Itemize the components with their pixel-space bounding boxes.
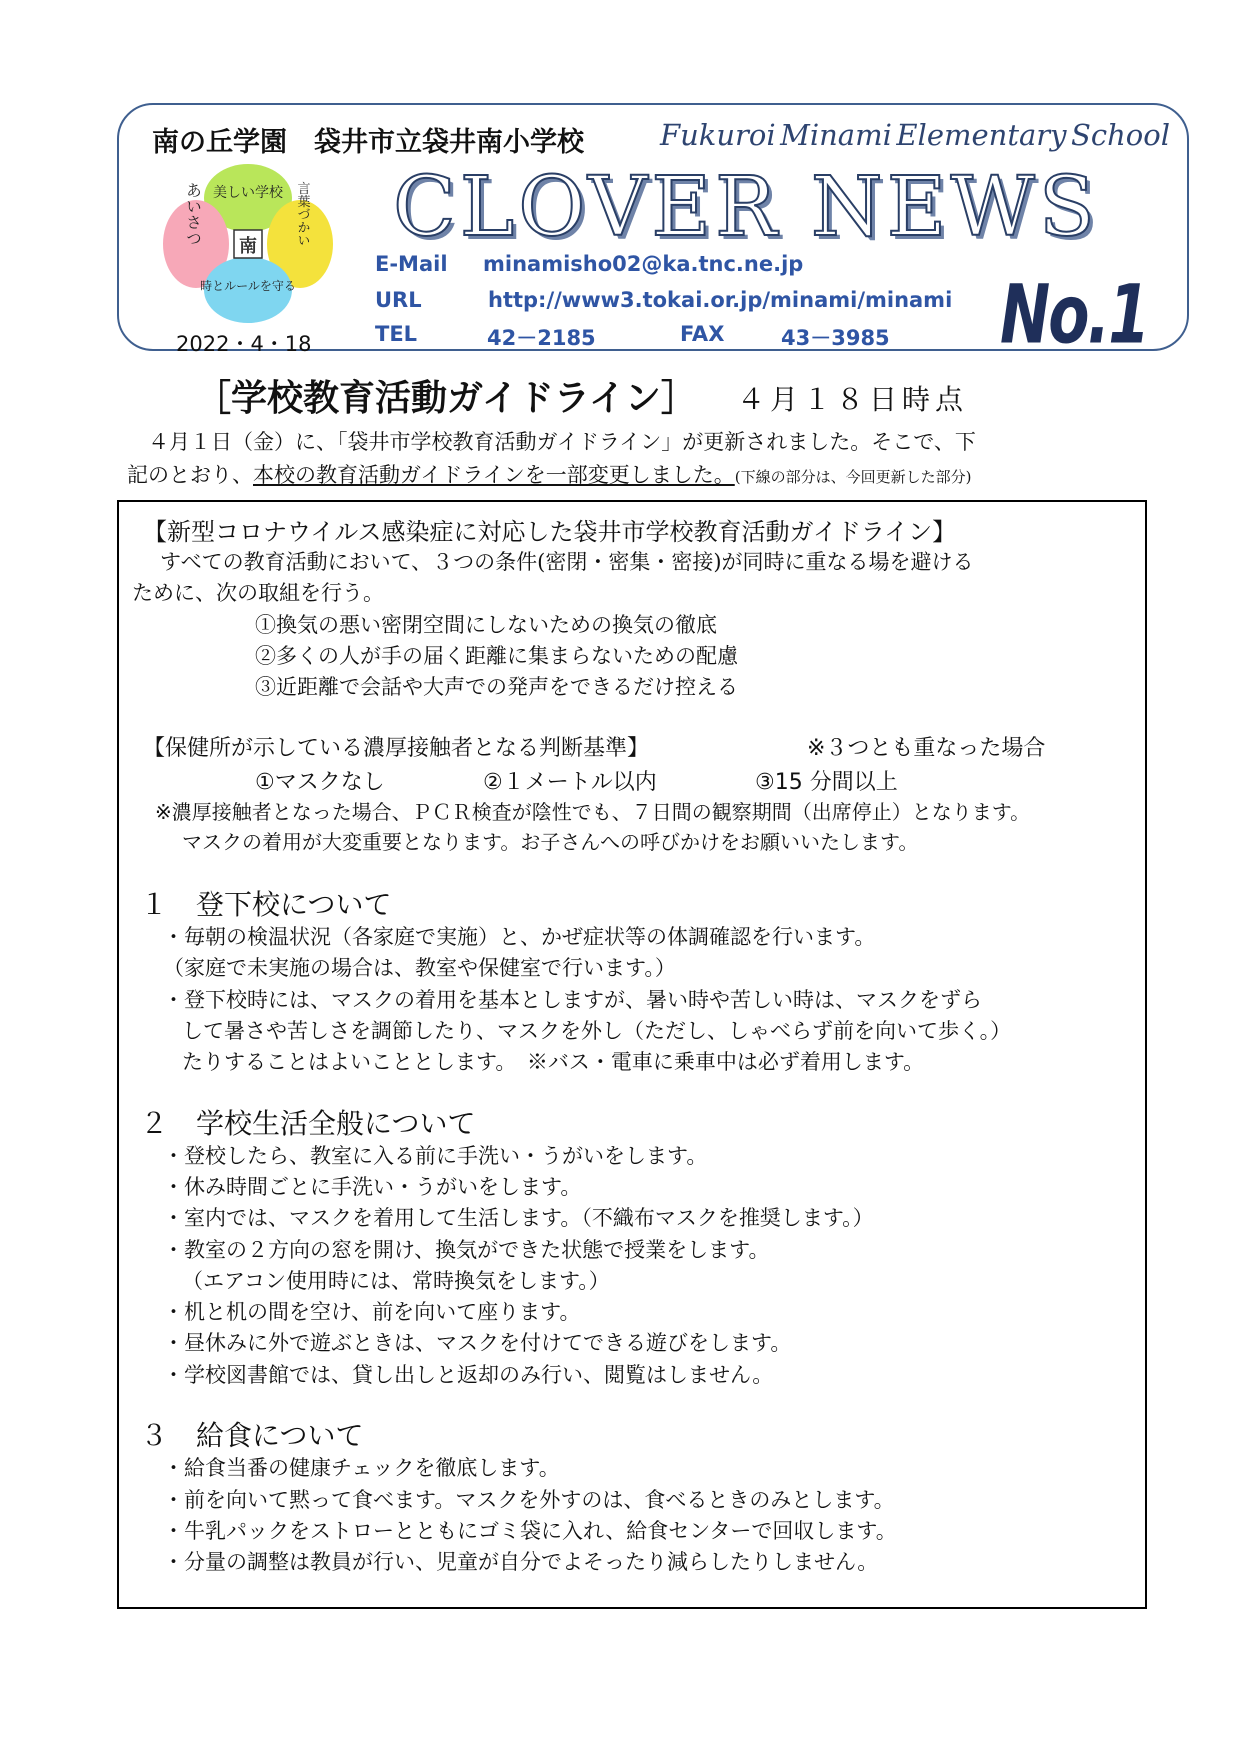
notice-line-2: マスクの着用が大変重要となります。お子さんへの呼びかけをお願いいたします。 — [182, 830, 919, 854]
issue-number: No.1 — [1000, 268, 1148, 363]
school-name-english — [660, 118, 1170, 152]
email-address[interactable]: minamisho02@ka.tnc.ne.jp — [483, 252, 804, 276]
section-line: ・教室の２方向の窓を開け、換気ができた状態で授業をします。 — [163, 1238, 770, 1262]
criteria-item: ②１メートル以内 — [483, 770, 657, 795]
school-url-link[interactable]: http://www3.tokai.or.jp/minami/minami — [488, 288, 953, 312]
section-line: たりすることはよいこととします。 ※バス・電車に乗車中は必ず着用します。 — [182, 1050, 925, 1074]
clover-center-label: 南 — [239, 236, 257, 257]
clover-leaf-left-label: あいさつ — [183, 182, 203, 246]
tel-label: TEL — [375, 322, 418, 346]
school-en-word: School — [1071, 118, 1170, 152]
clover-leaf-right-label: 言葉づかい — [294, 181, 310, 247]
section-line: ・学校図書館では、貸し出しと返却のみ行い、閲覧はしません。 — [163, 1363, 774, 1387]
guideline-as-of-date: ４月１８日時点 — [737, 383, 969, 416]
section-line: ・毎朝の検温状況（各家庭で実施）と、かぜ症状等の体調確認を行います。 — [163, 925, 876, 949]
email-label: E-Mail — [375, 252, 448, 276]
intro-line-1: ４月１日（金）に、「袋井市学校教育活動ガイドライン」が更新されました。そこで、下 — [148, 430, 976, 454]
section-line: ・室内では、マスクを着用して生活します。（不織布マスクを推奨します。） — [163, 1206, 874, 1230]
section-line: ・休み時間ごとに手洗い・うがいをします。 — [163, 1175, 582, 1199]
criteria-item: ①マスクなし — [255, 770, 385, 795]
city-guideline-title: 【新型コロナウイルス感染症に対応した袋井市学校教育活動ガイドライン】 — [143, 518, 957, 546]
url-label: URL — [375, 288, 422, 312]
section-title-school-life: ２ 学校生活全般について — [140, 1107, 476, 1140]
intro-underlined-text: 本校の教育活動ガイドラインを一部変更しました。 — [253, 463, 735, 487]
section-title-school-lunch: ３ 給食について — [140, 1419, 364, 1452]
criteria-item: ③15 分間以上 — [755, 770, 898, 795]
contact-criteria-title-note: ※３つとも重なった場合 — [807, 736, 1046, 761]
tel-number: 42－2185 — [487, 326, 596, 350]
section-line: （家庭で未実施の場合は、教室や保健室で行います。） — [163, 956, 676, 980]
section-line: ・分量の調整は教員が行い、児童が自分でよそったり減らしたりしません。 — [163, 1550, 879, 1574]
intro-note: (下線の部分は、今回更新した部分) — [734, 468, 972, 486]
school-en-word: Elementary — [896, 118, 1067, 152]
intro-line-2-prefix: 記のとおり、 — [127, 463, 253, 487]
newsletter-title: CLOVER NEWS — [393, 160, 1099, 255]
school-name: 南の丘学園 袋井市立袋井南小学校 — [152, 127, 584, 158]
section-title-commute: １ 登下校について — [140, 888, 392, 921]
fax-label: FAX — [680, 322, 725, 346]
section-line: （エアコン使用時には、常時換気をします。） — [182, 1269, 610, 1293]
section-line: して暑さや苦しさを調節したり、マスクを外し（ただし、しゃべらず前を向いて歩く。） — [182, 1019, 1012, 1043]
issue-date: 2022・4・18 — [176, 332, 312, 356]
city-guideline-text-line-1: すべての教育活動において、３つの条件(密閉・密集・密接)が同時に重なる場を避ける — [160, 550, 974, 574]
clover-logo — [160, 162, 335, 324]
intro-paragraph-line-2 — [127, 460, 1127, 493]
clover-leaf-top-label: 美しい学校 — [213, 185, 283, 201]
intro-paragraph — [127, 427, 1127, 458]
section-line: ・牛乳パックをストローとともにゴミ袋に入れ、給食センターで回収します。 — [163, 1519, 897, 1543]
school-en-word: Minami — [780, 118, 892, 152]
school-en-word: Fukuroi — [660, 118, 776, 152]
clover-leaf-bottom-label: 時とルールを守る — [200, 279, 296, 293]
section-line: ・前を向いて黙って食べます。マスクを外すのは、食べるときのみとします。 — [163, 1488, 895, 1512]
city-guideline-item: ②多くの人が手の届く距離に集まらないための配慮 — [255, 644, 738, 668]
section-line: ・給食当番の健康チェックを徹底します。 — [163, 1456, 560, 1480]
city-guideline-item: ①換気の悪い密閉空間にしないための換気の徹底 — [255, 613, 717, 637]
section-line: ・昼休みに外で遊ぶときは、マスクを付けてできる遊びをします。 — [163, 1331, 792, 1355]
section-line: ・登下校時には、マスクの着用を基本としますが、暑い時や苦しい時は、マスクをずら — [163, 988, 982, 1012]
city-guideline-item: ③近距離で会話や大声での発声をできるだけ控える — [255, 675, 738, 699]
section-line: ・登校したら、教室に入る前に手洗い・うがいをします。 — [163, 1144, 708, 1168]
guideline-heading: ［学校教育活動ガイドライン］ — [195, 378, 697, 419]
notice-line-1: ※濃厚接触者となった場合、ＰＣＲ検査が陰性でも、７日間の観察期間（出席停止）となります。 — [155, 800, 1031, 824]
city-guideline-text-line-2: ために、次の取組を行う。 — [132, 581, 384, 605]
contact-criteria-title: 【保健所が示している濃厚接触者となる判断基準】 — [143, 736, 650, 761]
fax-number: 43－3985 — [781, 326, 890, 350]
section-line: ・机と机の間を空け、前を向いて座ります。 — [163, 1300, 581, 1324]
